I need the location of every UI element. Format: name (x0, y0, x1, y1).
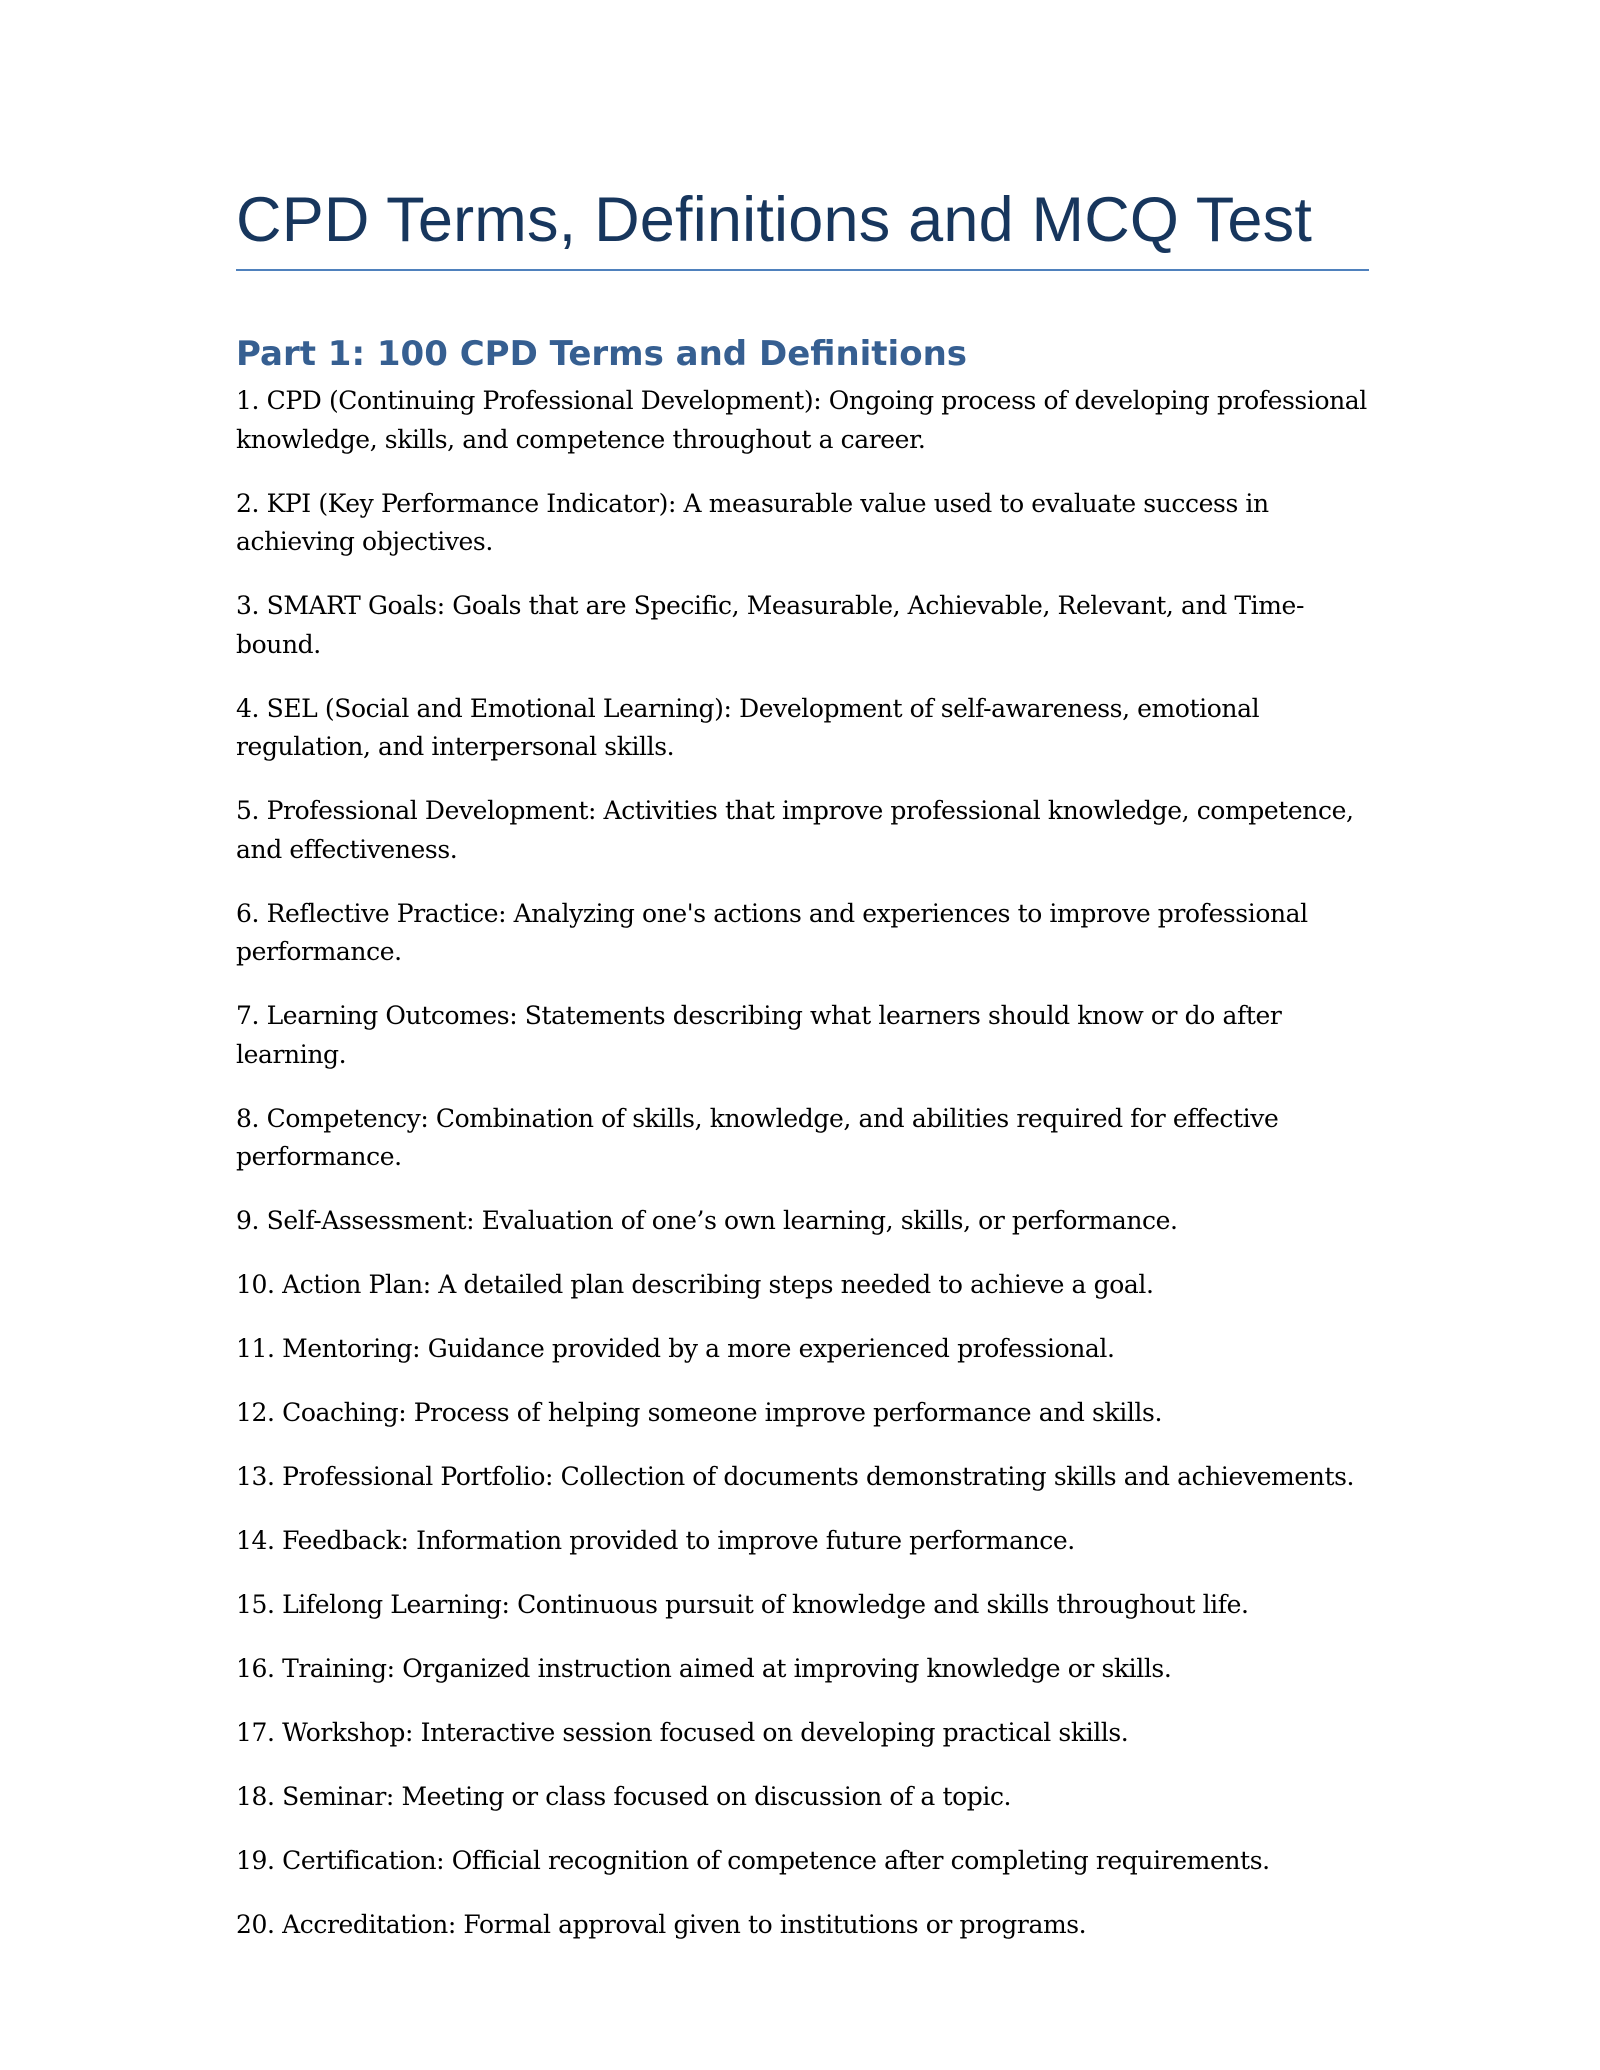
term-item: 4. SEL (Social and Emotional Learning): Development of self-awareness, emotional regulation, and interpersonal skills. (236, 693, 1260, 762)
term-item: 3. SMART Goals: Goals that are Specific, Measurable, Achievable, Relevant, and Time-bound. (236, 591, 1304, 659)
term-item: 17. Workshop: Interactive session focused on developing practical skills. (236, 1718, 1129, 1748)
term-item: 11. Mentoring: Guidance provided by a more experienced professional. (236, 1334, 1115, 1364)
term-item: 19. Certification: Official recognition of competence after completing requirements. (236, 1846, 1270, 1876)
term-item: 1. CPD (Continuing Professional Development): Ongoing process of developing professional knowledge, skills, and competence throughout a career. (236, 386, 1367, 454)
term-item: 14. Feedback: Information provided to improve future performance. (236, 1526, 1075, 1556)
term-item: 15. Lifelong Learning: Continuous pursuit of knowledge and skills throughout life. (236, 1590, 1249, 1620)
term-item: 9. Self-Assessment: Evaluation of one’s own learning, skills, or performance. (236, 1206, 1178, 1236)
title-underline-rule (236, 269, 1369, 271)
term-item: 10. Action Plan: A detailed plan describing steps needed to achieve a goal. (236, 1270, 1154, 1300)
section-heading: Part 1: 100 CPD Terms and Definitions (236, 334, 968, 375)
term-item: 2. KPI (Key Performance Indicator): A measurable value used to evaluate success in achieving objectives. (236, 488, 1269, 557)
term-item: 8. Competency: Combination of skills, knowledge, and abilities required for effective performance. (236, 1103, 1279, 1172)
term-item: 13. Professional Portfolio: Collection of documents demonstrating skills and achievements. (236, 1462, 1355, 1492)
term-item: 12. Coaching: Process of helping someone improve performance and skills. (236, 1398, 1162, 1428)
term-item: 7. Learning Outcomes: Statements describing what learners should know or do after learning. (236, 1001, 1282, 1069)
term-item: 5. Professional Development: Activities that improve professional knowledge, competence, and effectiveness. (236, 796, 1354, 864)
terms-list (236, 382, 1369, 1945)
term-item: 16. Training: Organized instruction aimed at improving knowledge or skills. (236, 1654, 1172, 1684)
term-item: 18. Seminar: Meeting or class focused on discussion of a topic. (236, 1782, 1012, 1812)
term-item: 6. Reflective Practice: Analyzing one's actions and experiences to improve professional performance. (236, 898, 1308, 967)
document-content (236, 186, 1369, 1970)
term-item: 20. Accreditation: Formal approval given to institutions or programs. (236, 1910, 1087, 1940)
document-title: CPD Terms, Definitions and MCQ Test (236, 185, 1313, 255)
